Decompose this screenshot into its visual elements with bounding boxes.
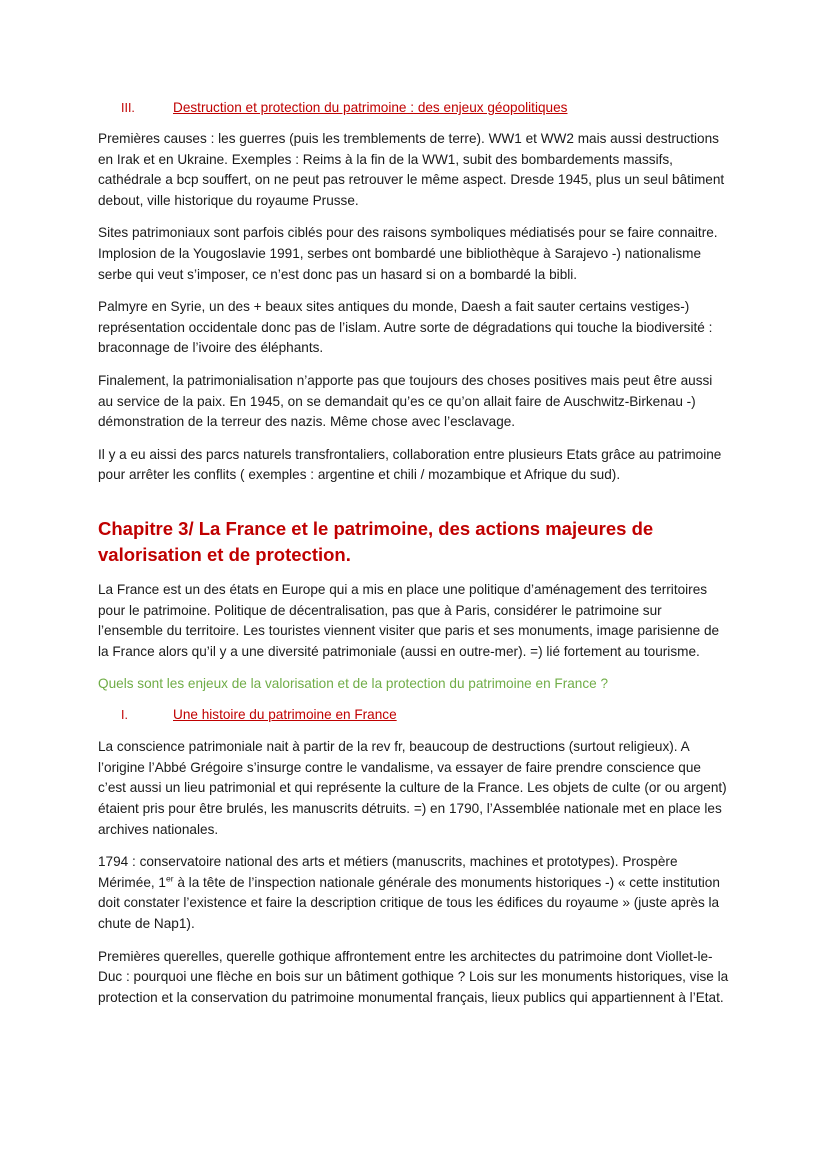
section-heading-i — [98, 705, 730, 725]
paragraph-text: à la tête de l’inspection nationale générale des monuments historiques -) « cette institution doit constater l’existence et faire la description critique de tous les édifices du royaume » (juste après la chute de Nap1). — [98, 874, 720, 932]
paragraph: La conscience patrimoniale nait à partir de la rev fr, beaucoup de destructions (surtout religieux). A l’origine l’Abbé Grégoire s’insurge contre le vandalisme, va essayer de faire prendre conscience que c’est aussi un lieu patrimonial et qui représente la culture de la France. Les objets de culte (or ou argent) étaient pris pour être brulés, les manuscrits détruits. =) en 1790, l’Assemblée nationale met en place les archives nationales. — [98, 739, 727, 837]
section-title: Une histoire du patrimoine en France — [173, 707, 397, 723]
paragraph: Il y a eu aissi des parcs naturels transfrontaliers, collaboration entre plusieurs Etats grâce au patrimoine pour arrêter les conflits ( exemples : argentine et chili / mozambique et Afrique du sud). — [98, 446, 722, 483]
section-number: III. — [121, 101, 135, 115]
paragraph: Finalement, la patrimonialisation n’apporte pas que toujours des choses positives mais peut être aussi au service de la paix. En 1945, on se demandait qu’es ce qu’on allait faire de Auschwitz-Birkenau -) démonstration de la terreur des nazis. Même chose avec l’esclavage. — [98, 372, 713, 430]
section-number: I. — [121, 708, 128, 723]
section-heading-iii — [98, 0, 730, 118]
paragraph — [98, 852, 730, 934]
paragraph: Premières causes : les guerres (puis les tremblements de terre). WW1 et WW2 mais aussi destructions en Irak et en Ukraine. Exemples : Reims à la fin de la WW1, subit des bombardements massifs, cathédrale a bcp souffert, on ne peut pas retrouver le même aspect. Dresde 1945, plus un seul bâtiment debout, ville historique du royaume Prusse. — [98, 131, 725, 208]
chapter-intro: La France est un des états en Europe qui a mis en place une politique d’aménagement des territoires pour le patrimoine. Politique de décentralisation, pas que à Paris, considérer le patrimoine sur l’ensemble du territoire. Les touristes viennent visiter que paris et ses monuments, image parisienne de la France alors qu’il y a une diversité patrimoniale (aussi en outre-mer). =) lié fortement au tourisme. — [98, 581, 720, 659]
paragraph: Premières querelles, querelle gothique affrontement entre les architectes du patrimoine dont Viollet-le-Duc : pourquoi une flèche en bois sur un bâtiment gothique ? Lois sur les monuments historiques, vise la protection et la conservation du patrimoine monumental français, lieux publics qui appartiennent à l’Etat. — [98, 948, 729, 1005]
paragraph-text: 1794 : conservatoire national des arts et métiers (manuscrits, machines et prototypes). Prospère Mérimée, 1 — [98, 854, 678, 890]
section-title: Destruction et protection du patrimoine : des enjeux géopolitiques — [173, 100, 568, 115]
paragraph: Sites patrimoniaux sont parfois ciblés pour des raisons symboliques médiatisés pour se faire connaitre. Implosion de la Yougoslavie 1991, serbes ont bombardé une bibliothèque à Sarajevo -) nationalisme serbe qui veut s’imposer, ce n’est donc pas un hasard si on a bombardé la bibli. — [98, 225, 718, 282]
chapter-title: Chapitre 3/ La France et le patrimoine, des actions majeures de valorisation et de protection. — [98, 517, 654, 565]
paragraph: Palmyre en Syrie, un des + beaux sites antiques du monde, Daesh a fait sauter certains vestiges-) représentation occidentale donc pas de l’islam. Autre sorte de dégradations qui touche la biodiversité : braconnage de l’ivoire des éléphants. — [98, 299, 713, 356]
chapter-question: Quels sont les enjeux de la valorisation et de la protection du patrimoine en France ? — [98, 676, 609, 692]
superscript: er — [166, 873, 174, 884]
